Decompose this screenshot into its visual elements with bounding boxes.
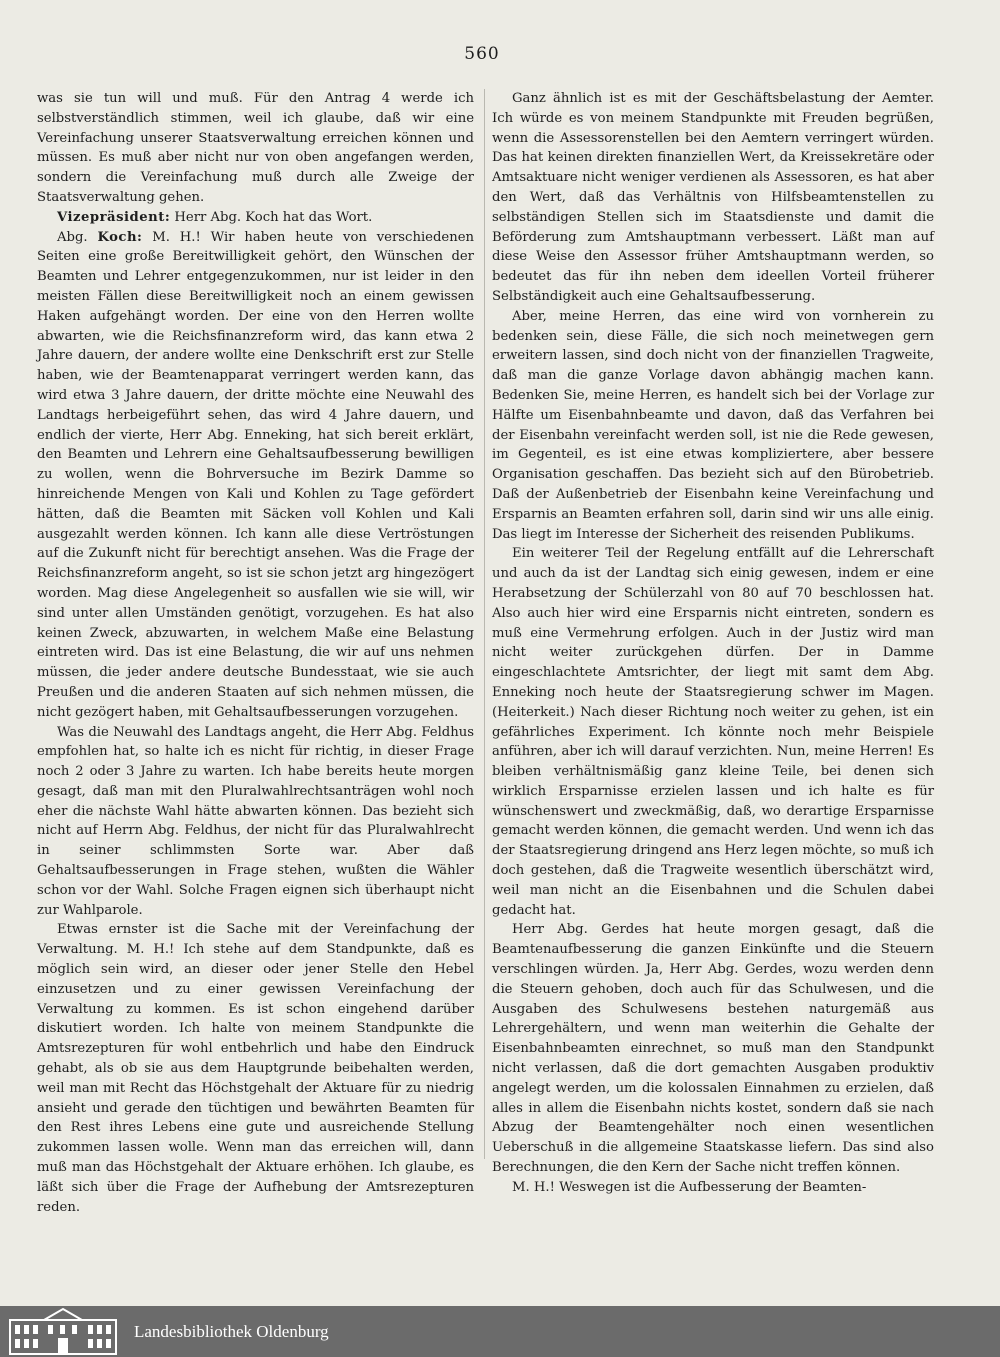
paragraph: was sie tun will und muß. Für den Antrag 4 werde ich selbstverständlich stimmen, weil ich glaube, daß wir eine Vereinfachung unserer Staatsverwaltung erreichen können und müssen. Es muß aber nicht nur von oben angefangen werden, sondern die Vereinfachung muß durch alle Zweige der Staatsverwaltung gehen.	[37, 91, 474, 205]
paragraph	[37, 208, 474, 228]
paragraph-text: Herr Abg. Koch hat das Wort.	[170, 209, 373, 225]
library-building-icon	[4, 1306, 122, 1357]
library-footer	[0, 1306, 1000, 1357]
paragraph: Etwas ernster ist die Sache mit der Vereinfachung der Verwaltung. M. H.! Ich stehe auf dem Standpunkte, daß es möglich sein wird, an dieser oder jener Stelle den Hebel einzusetzen und zu einer gewissen Vereinfachung der Verwaltung zu kommen. Es ist schon eingehend darüber diskutiert worden. Ich halte von meinem Standpunkte die Amtsrezepturen für wohl entbehrlich und habe den Eindruck gehabt, als ob sie aus dem Hauptgrunde beibehalten werden, weil man mit Recht das Höchstgehalt der Aktuare für zu niedrig ansieht und gerade den tüchtigen und bewährten Beamten für den Rest ihres Lebens eine gute und ausreichende Stellung zukommen lassen wolle. Wenn man das erreichen will, dann muß man das Höchstgehalt der Aktuare erhöhen. Ich glaube, es läßt sich über die Frage der Aufhebung der Amtsrezepturen reden.	[37, 922, 474, 1215]
paragraph: Ein weiterer Teil der Regelung entfällt auf die Lehrerschaft und auch da ist der Landtag sich einig gewesen, indem er eine Herabsetzung der Schülerzahl von 80 auf 70 beschlossen hat. Also auch hier wird eine Ersparnis nicht eintreten, sondern es muß eine Vermehrung erfolgen. Auch in der Justiz wird man nicht weiter zurückgehen dürfen. Der in Damme eingeschlachtete Amtsrichter, der liegt mit samt dem Abg. Enneking noch heute der Staatsregierung schwer im Magen. (Heiterkeit.) Nach dieser Richtung noch weiter zu gehen, ist ein gefährliches Experiment. Ich könnte noch mehr Beispiele anführen, aber ich will darauf verzichten. Nun, meine Herren! Es bleiben verhältnismäßig ganz kleine Teile, bei denen sich wirklich Ersparnisse erzielen lassen und ich halte es für wünschenswert und zweckmäßig, daß, wo derartige Ersparnisse gemacht werden können, die gemacht werden. Und wenn ich das der Staatsregierung dringend ans Herz legen möchte, so muß ich doch gestehen, daß die Tragweite wesentlich überschätzt wird, weil man nicht an die Eisenbahnen und die Schulen dabei gedacht hat.	[492, 546, 934, 918]
paragraph: Aber, meine Herren, das eine wird von vornherein zu bedenken sein, diese Fälle, die sich noch meinetwegen gern erweitern lassen, sind doch nicht von der finanziellen Tragweite, daß man die ganze Vorlage davon abhängig machen kann. Bedenken Sie, meine Herren, es handelt sich bei der Vorlage zur Hälfte um Eisenbahnbeamte und davon, daß das Verfahren bei der Eisenbahn vereinfacht werden soll, ist nie die Rede gewesen, im Gegenteil, es ist eine etwas kompliziertere, aber bessere Organisation geschaffen. Das bezieht sich auf den Bürobetrieb. Daß der Außenbetrieb der Eisenbahn keine Vereinfachung und Ersparnis an Beamten erfahren soll, darin sind wir uns alle einig. Das liegt im Interesse der Sicherheit des reisenden Publikums.	[492, 308, 934, 542]
paragraph: Was die Neuwahl des Landtags angeht, die Herr Abg. Feldhus empfohlen hat, so halte ich es nicht für richtig, in dieser Frage noch 2 oder 3 Jahre zu warten. Ich habe bereits heute morgen gesagt, daß man mit den Pluralwahlrechtsanträgen wohl noch eher die nächste Wahl hätte abwarten können. Das bezieht sich nicht auf Herrn Abg. Feldhus, der nicht für das Pluralwahlrecht in seiner schlimmsten Sorte war. Aber daß Gehaltsaufbesserungen in Frage stehen, wußten die Wähler schon vor der Wahl. Solche Fragen eignen sich überhaupt nicht zur Wahlparole.	[37, 724, 474, 918]
paragraph-text: M. H.! Wir haben heute von verschiedenen Seiten eine große Bereitwilligkeit gehört, den Wünschen der Beamten und Lehrer entgegenzukommen, nur ist leider in den meisten Fällen diese Bereitwilligkeit noch an einem gewissen Haken aufgehängt worden. Der eine von den Herren wollte abwarten, wie die Reichsfinanzreform wird, das kann etwa 2 Jahre dauern, der andere wollte eine Denkschrift erst zur Stelle haben, wie der Beamtenapparat verringert werden kann, das wird etwa 3 Jahre dauern, der dritte möchte eine Neuwahl des Landtags herbeigeführt sehen, das wird 4 Jahre dauern, und endlich der vierte, Herr Abg. Enneking, hat sich bereit erklärt, den Beamten und Lehrern eine Gehaltsaufbesserung bewilligen zu wollen, wenn die Bohrversuche im Bezirk Damme so hinreichende Mengen von Kali und Kohlen zu Tage gefördert hätten, daß die Beamten mit Säcken voll Kohlen und Kali ausgezahlt werden können. Ich kann alle diese Vertröstungen auf die Zukunft nicht für berechtigt ansehen. Was die Frage der Reichsfinanzreform angeht, so ist sie schon jetzt arg hingezögert worden. Mag diese Angelegenheit so ausfallen wie sie will, wir sind unter allen Umständen genötigt, vorzugehen. Es hat also keinen Zweck, abzuwarten, in welchem Maße eine Belastung eintreten wird. Das ist eine Belastung, die wir auf uns nehmen müssen, die jeder andere deutsche Bundesstaat, wie sie auch Preußen und die anderen Staaten auf sich nehmen müssen, die nicht gezögert haben, mit Gehaltsaufbesserungen vorzugehen.	[37, 229, 474, 720]
speaker-name: Koch:	[97, 229, 143, 245]
paragraph: Ganz ähnlich ist es mit der Geschäftsbelastung der Aemter. Ich würde es von meinem Standpunkte mit Freuden begrüßen, wenn die Assessorenstellen bei den Aemtern verringert würden. Das hat keinen direkten finanziellen Wert, da Kreissekretäre oder Amtsaktuare nicht weniger verdienen als Assessoren, es hat aber den Wert, daß das Verhältnis von Hilfsbeamtenstellen zu selbständigen Stellen sich im Staatsdienste und damit die Beförderung zum Amtshauptmann verbessert. Läßt man auf diese Weise den Assessor früher Amtshauptmann werden, so bedeutet das für ihn neben dem ideellen Vorteil früherer Selbständigkeit auch eine Gehaltsaufbesserung.	[492, 91, 934, 304]
column-divider	[484, 89, 485, 1159]
speaker-name: Vizepräsident:	[57, 209, 171, 225]
left-column	[37, 89, 474, 1217]
library-name: Landesbibliothek Oldenburg	[134, 1321, 329, 1341]
paragraph	[37, 228, 474, 723]
page-number	[0, 44, 1000, 64]
page-number-text: 560	[464, 44, 500, 64]
paragraph: Herr Abg. Gerdes hat heute morgen gesagt, daß die Beamtenaufbesserung die ganzen Einkünfte und die Steuern verschlingen würden. Ja, Herr Abg. Gerdes, wozu werden denn die Steuern gehoben, doch auch für das Schulwesen, und die Ausgaben des Schulwesens bestehen naturgemäß aus Lehrergehältern, und wenn man weiterhin die Gehalte der Eisenbahnbeamten einrechnet, so muß man den Standpunkt nicht verlassen, daß die dort gemachten Ausgaben produktiv angelegt werden, um die kolossalen Einnahmen zu erzielen, daß alles in allem die Eisenbahn nichts kostet, sondern daß sie nach Abzug der Beamtengehälter noch einen wesentlichen Ueberschuß in die allgemeine Staatskasse liefern. Das sind also Berechnungen, die den Kern der Sache nicht treffen können.	[492, 922, 934, 1176]
paragraph: M. H.! Weswegen ist die Aufbesserung der Beamten-	[512, 1179, 867, 1195]
speaker-prefix: Abg.	[57, 229, 98, 245]
right-column	[492, 89, 934, 1198]
